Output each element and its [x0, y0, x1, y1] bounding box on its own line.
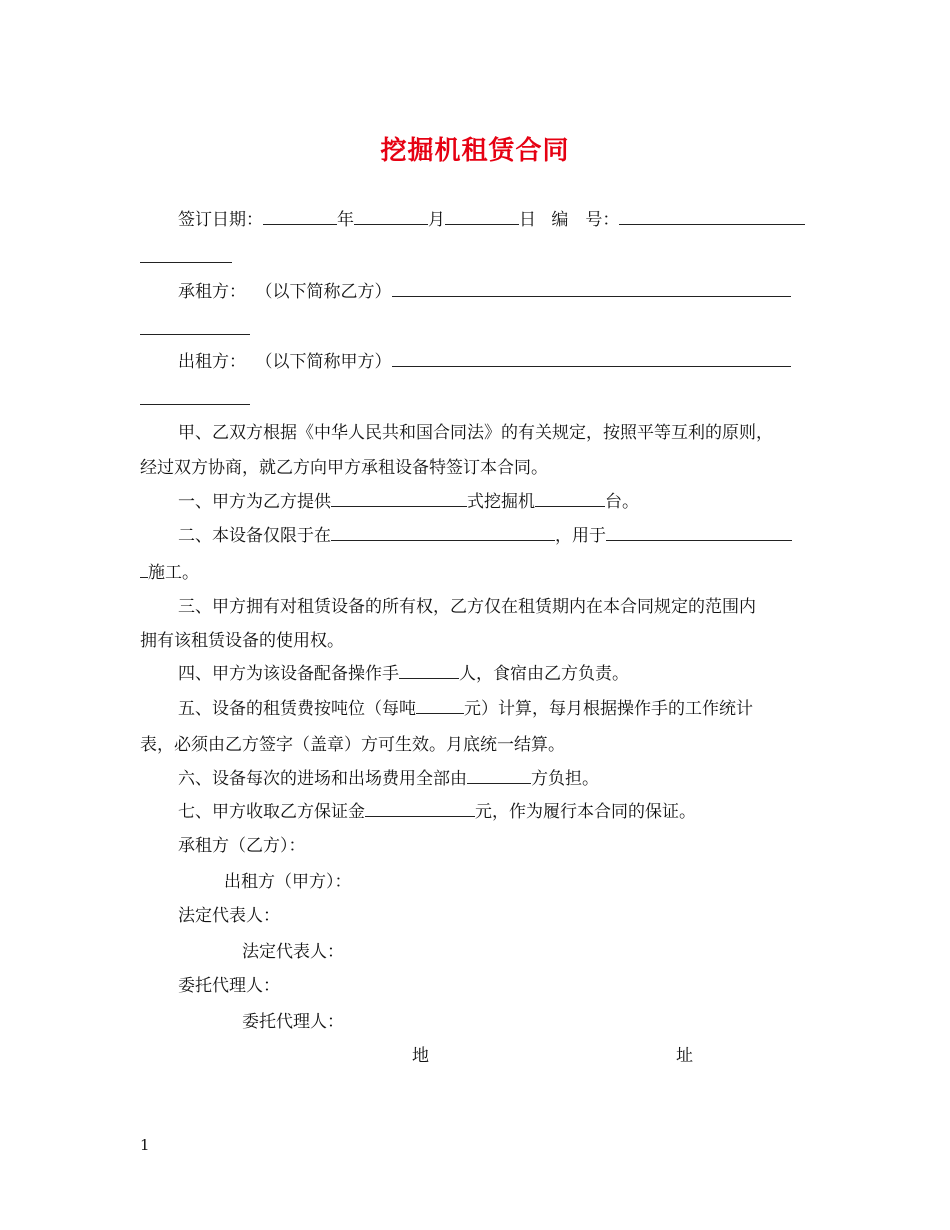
clause-1: 一、甲方为乙方提供 式挖掘机 台。 [178, 492, 639, 512]
lessee-signature-label: 承租方（乙方）： [178, 836, 306, 856]
party-blank [467, 767, 531, 784]
deposit-blank [365, 800, 475, 817]
month-blank [354, 208, 428, 225]
clause-3-cont: 拥有该租赁设备的使用权。 [140, 631, 344, 651]
clause-5-cont: 表，必须由乙方签字（盖章）方可生效。月底统一结算。 [140, 735, 565, 755]
lessor-legal-rep-label: 法定代表人： [242, 942, 344, 962]
day-label: 日 [519, 210, 536, 230]
number-blank-continued [140, 246, 232, 270]
lessor-signature-label: 出租方（甲方）： [224, 872, 352, 892]
lessor-blank-continued [140, 388, 250, 412]
lessee-blank [392, 280, 791, 297]
intro-paragraph-cont: 经过双方协商，就乙方向甲方承租设备特签订本合同。 [140, 458, 548, 478]
lessee-legal-rep-label: 法定代表人： [178, 906, 280, 926]
excavator-type-blank [331, 490, 467, 507]
sign-date-line [178, 208, 805, 232]
location-blank [331, 524, 555, 541]
purpose-blank [606, 524, 792, 541]
intro-paragraph: 甲、乙双方根据《中华人民共和国合同法》的有关规定，按照平等互利的原则， [178, 423, 773, 443]
price-per-ton-blank [416, 697, 464, 714]
clause-6: 六、设备每次的进场和出场费用全部由 方负担。 [178, 769, 599, 789]
clause-7: 七、甲方收取乙方保证金 元，作为履行本合同的保证。 [178, 802, 696, 822]
page-number: 1 [140, 1136, 150, 1154]
lessor-note: （以下简称甲方） [264, 352, 392, 372]
clause-2-cont: 施工。 [140, 561, 199, 585]
clause-5: 五、设备的租赁费按吨位（每吨 元）计算，每月根据操作手的工作统计 [178, 699, 753, 719]
operator-count-blank [399, 662, 459, 679]
clause-3: 三、甲方拥有对租赁设备的所有权，乙方仅在租赁期内在本合同规定的范围内 [178, 597, 756, 617]
sign-date-label: 签订日期： [178, 210, 263, 230]
lessee-agent-label: 委托代理人： [178, 976, 280, 996]
month-label: 月 [428, 210, 445, 230]
lessor-line [178, 350, 791, 374]
year-blank [263, 208, 337, 225]
lessor-label: 出租方： [178, 352, 246, 372]
lessee-note: （以下简称乙方） [264, 282, 392, 302]
lessor-blank [392, 350, 791, 367]
clause-2: 二、本设备仅限于在 ，用于 [178, 524, 792, 548]
address-label-part2: 址 [676, 1046, 693, 1066]
year-label: 年 [337, 210, 354, 230]
excavator-count-blank [535, 490, 605, 507]
number-label: 编 号： [551, 210, 620, 230]
day-blank [445, 208, 519, 225]
lessee-line [178, 280, 791, 304]
lessee-label: 承租方： [178, 282, 246, 302]
lessor-agent-label: 委托代理人： [242, 1012, 344, 1032]
document-title: 挖掘机租赁合同 [380, 136, 570, 166]
address-label-part1: 地 [412, 1046, 429, 1066]
clause-4: 四、甲方为该设备配备操作手 人，食宿由乙方负责。 [178, 664, 629, 684]
lessee-blank-continued [140, 318, 250, 342]
number-blank [619, 208, 805, 225]
